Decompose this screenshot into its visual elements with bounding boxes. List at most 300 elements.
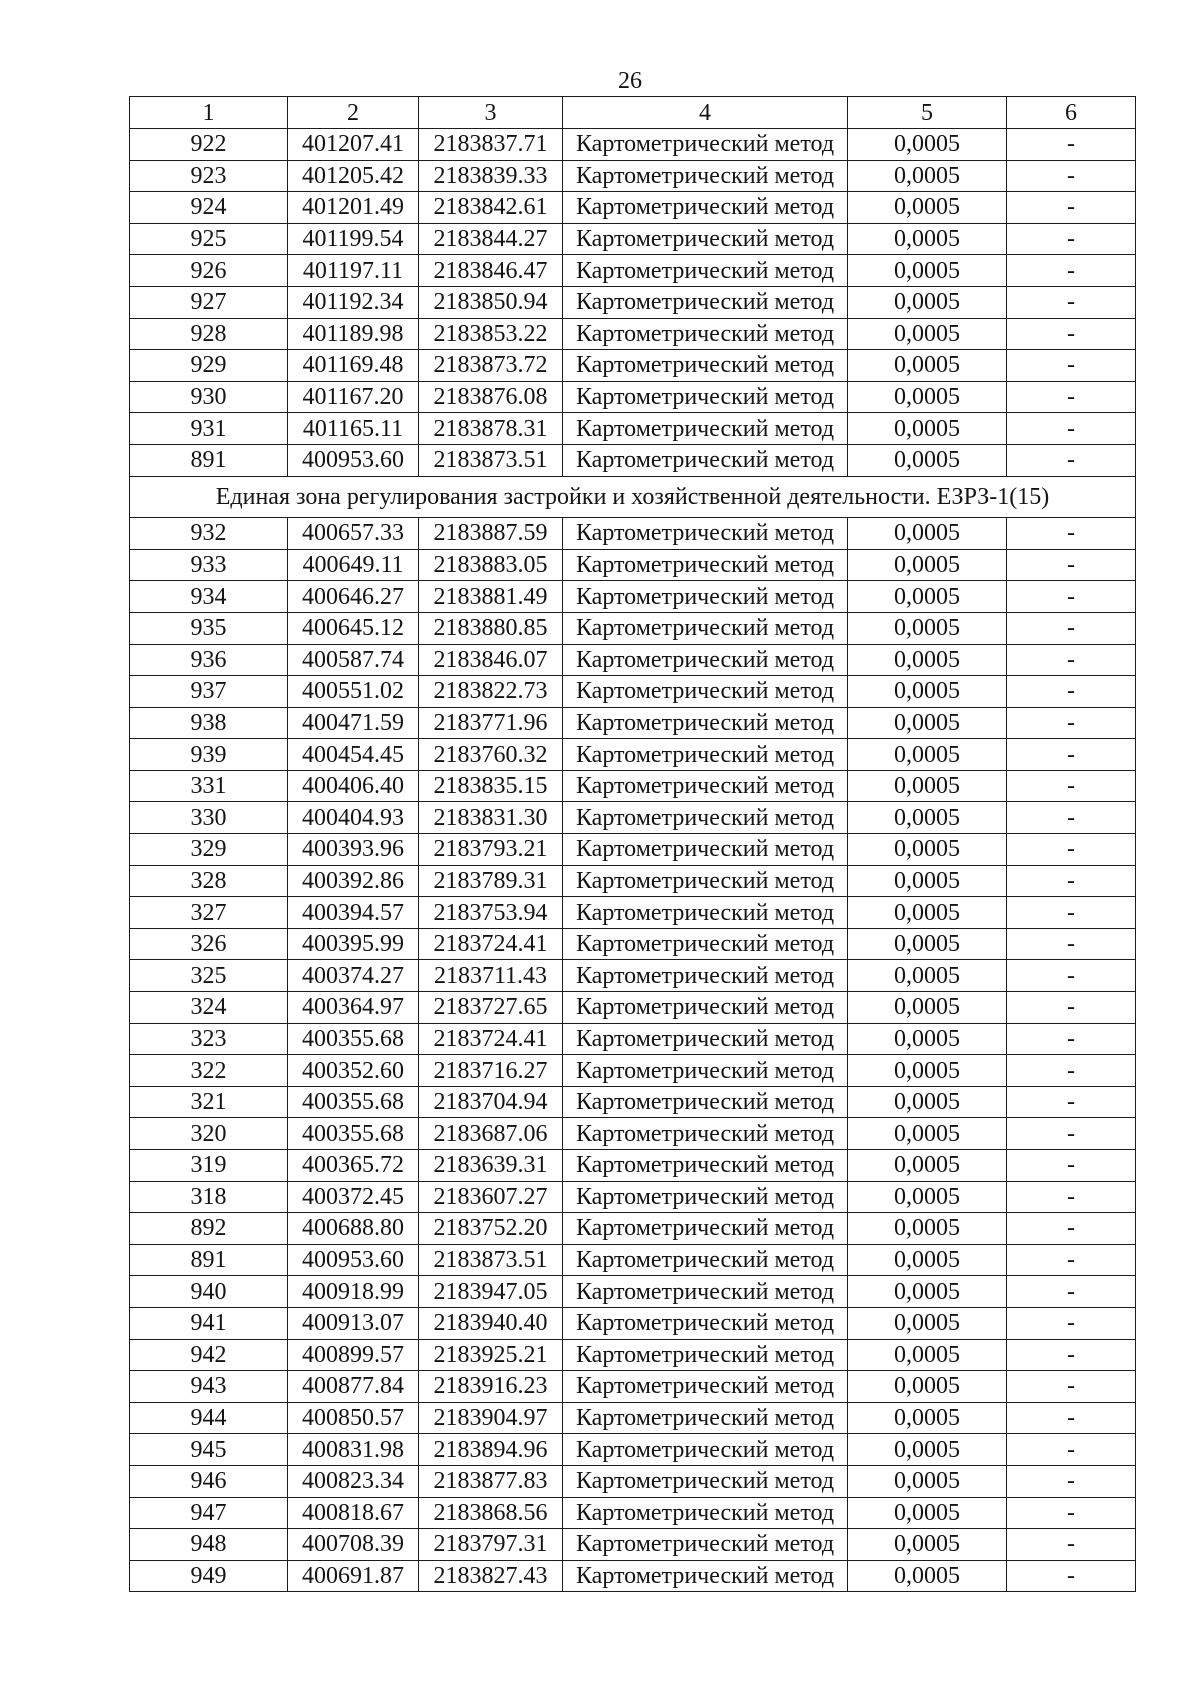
table-row [130, 1560, 1136, 1592]
note-cell: - [1007, 549, 1136, 581]
point-number-cell: 944 [130, 1402, 288, 1434]
method-cell: Картометрический метод [563, 255, 848, 287]
method-cell: Картометрический метод [563, 1244, 848, 1276]
precision-cell: 0,0005 [848, 1213, 1007, 1245]
method-cell: Картометрический метод [563, 381, 848, 413]
table-row [130, 1150, 1136, 1182]
note-cell: - [1007, 255, 1136, 287]
column-header: 2 [288, 97, 419, 129]
table-row [130, 286, 1136, 318]
table-row [130, 1023, 1136, 1055]
precision-cell: 0,0005 [848, 865, 1007, 897]
column-header: 5 [848, 97, 1007, 129]
table-row [130, 960, 1136, 992]
x-coordinate-cell: 401197.11 [288, 255, 419, 287]
x-coordinate-cell: 400953.60 [288, 1244, 419, 1276]
table-row [130, 350, 1136, 382]
note-cell: - [1007, 518, 1136, 550]
method-cell: Картометрический метод [563, 834, 848, 866]
table-row [130, 160, 1136, 192]
method-cell: Картометрический метод [563, 897, 848, 929]
table-row [130, 192, 1136, 224]
x-coordinate-cell: 401167.20 [288, 381, 419, 413]
method-cell: Картометрический метод [563, 1276, 848, 1308]
table-row [130, 676, 1136, 708]
precision-cell: 0,0005 [848, 770, 1007, 802]
method-cell: Картометрический метод [563, 1339, 848, 1371]
y-coordinate-cell: 2183904.97 [419, 1402, 563, 1434]
precision-cell: 0,0005 [848, 581, 1007, 613]
note-cell: - [1007, 960, 1136, 992]
method-cell: Картометрический метод [563, 413, 848, 445]
coordinates-table [129, 96, 1136, 1592]
method-cell: Картометрический метод [563, 1402, 848, 1434]
point-number-cell: 892 [130, 1213, 288, 1245]
x-coordinate-cell: 400823.34 [288, 1465, 419, 1497]
point-number-cell: 328 [130, 865, 288, 897]
note-cell: - [1007, 444, 1136, 476]
table-row [130, 255, 1136, 287]
method-cell: Картометрический метод [563, 1023, 848, 1055]
precision-cell: 0,0005 [848, 1150, 1007, 1182]
note-cell: - [1007, 286, 1136, 318]
table-row [130, 739, 1136, 771]
point-number-cell: 934 [130, 581, 288, 613]
note-cell: - [1007, 676, 1136, 708]
precision-cell: 0,0005 [848, 255, 1007, 287]
x-coordinate-cell: 400645.12 [288, 612, 419, 644]
point-number-cell: 925 [130, 223, 288, 255]
method-cell: Картометрический метод [563, 1118, 848, 1150]
x-coordinate-cell: 400364.97 [288, 992, 419, 1024]
point-number-cell: 927 [130, 286, 288, 318]
method-cell: Картометрический метод [563, 549, 848, 581]
y-coordinate-cell: 2183831.30 [419, 802, 563, 834]
y-coordinate-cell: 2183850.94 [419, 286, 563, 318]
method-cell: Картометрический метод [563, 1434, 848, 1466]
table-header [130, 97, 1136, 129]
y-coordinate-cell: 2183880.85 [419, 612, 563, 644]
precision-cell: 0,0005 [848, 549, 1007, 581]
precision-cell: 0,0005 [848, 928, 1007, 960]
y-coordinate-cell: 2183727.65 [419, 992, 563, 1024]
x-coordinate-cell: 400657.33 [288, 518, 419, 550]
note-cell: - [1007, 1055, 1136, 1087]
precision-cell: 0,0005 [848, 1339, 1007, 1371]
method-cell: Картометрический метод [563, 318, 848, 350]
precision-cell: 0,0005 [848, 802, 1007, 834]
method-cell: Картометрический метод [563, 676, 848, 708]
precision-cell: 0,0005 [848, 1529, 1007, 1561]
point-number-cell: 947 [130, 1497, 288, 1529]
x-coordinate-cell: 400587.74 [288, 644, 419, 676]
x-coordinate-cell: 400877.84 [288, 1371, 419, 1403]
note-cell: - [1007, 644, 1136, 676]
y-coordinate-cell: 2183827.43 [419, 1560, 563, 1592]
method-cell: Картометрический метод [563, 1560, 848, 1592]
point-number-cell: 319 [130, 1150, 288, 1182]
point-number-cell: 933 [130, 549, 288, 581]
x-coordinate-cell: 400404.93 [288, 802, 419, 834]
note-cell: - [1007, 223, 1136, 255]
precision-cell: 0,0005 [848, 612, 1007, 644]
precision-cell: 0,0005 [848, 960, 1007, 992]
x-coordinate-cell: 400953.60 [288, 444, 419, 476]
precision-cell: 0,0005 [848, 129, 1007, 161]
note-cell: - [1007, 1213, 1136, 1245]
point-number-cell: 945 [130, 1434, 288, 1466]
precision-cell: 0,0005 [848, 444, 1007, 476]
precision-cell: 0,0005 [848, 318, 1007, 350]
point-number-cell: 330 [130, 802, 288, 834]
note-cell: - [1007, 834, 1136, 866]
note-cell: - [1007, 318, 1136, 350]
table-row [130, 1529, 1136, 1561]
y-coordinate-cell: 2183846.07 [419, 644, 563, 676]
y-coordinate-cell: 2183771.96 [419, 707, 563, 739]
table-row [130, 1434, 1136, 1466]
note-cell: - [1007, 992, 1136, 1024]
note-cell: - [1007, 770, 1136, 802]
point-number-cell: 327 [130, 897, 288, 929]
y-coordinate-cell: 2183873.51 [419, 444, 563, 476]
note-cell: - [1007, 897, 1136, 929]
method-cell: Картометрический метод [563, 770, 848, 802]
method-cell: Картометрический метод [563, 739, 848, 771]
precision-cell: 0,0005 [848, 1244, 1007, 1276]
y-coordinate-cell: 2183752.20 [419, 1213, 563, 1245]
table-row [130, 1339, 1136, 1371]
precision-cell: 0,0005 [848, 1118, 1007, 1150]
method-cell: Картометрический метод [563, 802, 848, 834]
note-cell: - [1007, 928, 1136, 960]
method-cell: Картометрический метод [563, 192, 848, 224]
table-row [130, 413, 1136, 445]
precision-cell: 0,0005 [848, 381, 1007, 413]
section-title: Единая зона регулирования застройки и хозяйственной деятельности. ЕЗРЗ-1(15) [130, 476, 1136, 518]
note-cell: - [1007, 1465, 1136, 1497]
x-coordinate-cell: 401207.41 [288, 129, 419, 161]
x-coordinate-cell: 400406.40 [288, 770, 419, 802]
table-row [130, 1497, 1136, 1529]
precision-cell: 0,0005 [848, 1086, 1007, 1118]
y-coordinate-cell: 2183894.96 [419, 1434, 563, 1466]
precision-cell: 0,0005 [848, 518, 1007, 550]
point-number-cell: 940 [130, 1276, 288, 1308]
x-coordinate-cell: 400708.39 [288, 1529, 419, 1561]
table-row [130, 1276, 1136, 1308]
table-row [130, 865, 1136, 897]
y-coordinate-cell: 2183925.21 [419, 1339, 563, 1371]
y-coordinate-cell: 2183724.41 [419, 928, 563, 960]
point-number-cell: 930 [130, 381, 288, 413]
x-coordinate-cell: 400913.07 [288, 1307, 419, 1339]
x-coordinate-cell: 400454.45 [288, 739, 419, 771]
precision-cell: 0,0005 [848, 160, 1007, 192]
note-cell: - [1007, 413, 1136, 445]
y-coordinate-cell: 2183887.59 [419, 518, 563, 550]
table-row [130, 581, 1136, 613]
method-cell: Картометрический метод [563, 350, 848, 382]
table-row [130, 928, 1136, 960]
point-number-cell: 323 [130, 1023, 288, 1055]
method-cell: Картометрический метод [563, 1529, 848, 1561]
precision-cell: 0,0005 [848, 1497, 1007, 1529]
point-number-cell: 326 [130, 928, 288, 960]
x-coordinate-cell: 400471.59 [288, 707, 419, 739]
point-number-cell: 929 [130, 350, 288, 382]
y-coordinate-cell: 2183877.83 [419, 1465, 563, 1497]
y-coordinate-cell: 2183853.22 [419, 318, 563, 350]
table-row [130, 1086, 1136, 1118]
table-row [130, 318, 1136, 350]
note-cell: - [1007, 1371, 1136, 1403]
x-coordinate-cell: 400372.45 [288, 1181, 419, 1213]
method-cell: Картометрический метод [563, 1150, 848, 1182]
precision-cell: 0,0005 [848, 1181, 1007, 1213]
y-coordinate-cell: 2183704.94 [419, 1086, 563, 1118]
note-cell: - [1007, 739, 1136, 771]
point-number-cell: 935 [130, 612, 288, 644]
note-cell: - [1007, 1276, 1136, 1308]
x-coordinate-cell: 400850.57 [288, 1402, 419, 1434]
note-cell: - [1007, 1560, 1136, 1592]
note-cell: - [1007, 1118, 1136, 1150]
point-number-cell: 922 [130, 129, 288, 161]
note-cell: - [1007, 1023, 1136, 1055]
point-number-cell: 891 [130, 1244, 288, 1276]
table-row [130, 381, 1136, 413]
page-number: 26 [618, 68, 642, 94]
point-number-cell: 932 [130, 518, 288, 550]
method-cell: Картометрический метод [563, 992, 848, 1024]
y-coordinate-cell: 2183876.08 [419, 381, 563, 413]
y-coordinate-cell: 2183753.94 [419, 897, 563, 929]
note-cell: - [1007, 707, 1136, 739]
method-cell: Картометрический метод [563, 960, 848, 992]
x-coordinate-cell: 400355.68 [288, 1086, 419, 1118]
table-row [130, 1244, 1136, 1276]
precision-cell: 0,0005 [848, 1560, 1007, 1592]
point-number-cell: 931 [130, 413, 288, 445]
note-cell: - [1007, 1307, 1136, 1339]
y-coordinate-cell: 2183839.33 [419, 160, 563, 192]
table-row [130, 992, 1136, 1024]
method-cell: Картометрический метод [563, 1465, 848, 1497]
x-coordinate-cell: 400393.96 [288, 834, 419, 866]
method-cell: Картометрический метод [563, 707, 848, 739]
note-cell: - [1007, 160, 1136, 192]
precision-cell: 0,0005 [848, 1371, 1007, 1403]
note-cell: - [1007, 1086, 1136, 1118]
point-number-cell: 937 [130, 676, 288, 708]
table-row [130, 1055, 1136, 1087]
column-header: 3 [419, 97, 563, 129]
x-coordinate-cell: 401205.42 [288, 160, 419, 192]
method-cell: Картометрический метод [563, 865, 848, 897]
note-cell: - [1007, 1181, 1136, 1213]
method-cell: Картометрический метод [563, 581, 848, 613]
x-coordinate-cell: 401192.34 [288, 286, 419, 318]
x-coordinate-cell: 400899.57 [288, 1339, 419, 1371]
point-number-cell: 924 [130, 192, 288, 224]
x-coordinate-cell: 400831.98 [288, 1434, 419, 1466]
table-row [130, 518, 1136, 550]
y-coordinate-cell: 2183835.15 [419, 770, 563, 802]
precision-cell: 0,0005 [848, 223, 1007, 255]
x-coordinate-cell: 400392.86 [288, 865, 419, 897]
x-coordinate-cell: 400691.87 [288, 1560, 419, 1592]
y-coordinate-cell: 2183837.71 [419, 129, 563, 161]
note-cell: - [1007, 802, 1136, 834]
y-coordinate-cell: 2183916.23 [419, 1371, 563, 1403]
y-coordinate-cell: 2183716.27 [419, 1055, 563, 1087]
y-coordinate-cell: 2183789.31 [419, 865, 563, 897]
precision-cell: 0,0005 [848, 1023, 1007, 1055]
point-number-cell: 318 [130, 1181, 288, 1213]
y-coordinate-cell: 2183881.49 [419, 581, 563, 613]
y-coordinate-cell: 2183873.51 [419, 1244, 563, 1276]
x-coordinate-cell: 401165.11 [288, 413, 419, 445]
table-row [130, 549, 1136, 581]
precision-cell: 0,0005 [848, 286, 1007, 318]
method-cell: Картометрический метод [563, 928, 848, 960]
method-cell: Картометрический метод [563, 1181, 848, 1213]
y-coordinate-cell: 2183868.56 [419, 1497, 563, 1529]
precision-cell: 0,0005 [848, 1055, 1007, 1087]
method-cell: Картометрический метод [563, 518, 848, 550]
table-body-part1 [130, 129, 1136, 477]
table-row [130, 129, 1136, 161]
method-cell: Картометрический метод [563, 129, 848, 161]
note-cell: - [1007, 192, 1136, 224]
y-coordinate-cell: 2183793.21 [419, 834, 563, 866]
precision-cell: 0,0005 [848, 1307, 1007, 1339]
table-row [130, 802, 1136, 834]
table-row [130, 834, 1136, 866]
method-cell: Картометрический метод [563, 1213, 848, 1245]
precision-cell: 0,0005 [848, 707, 1007, 739]
precision-cell: 0,0005 [848, 644, 1007, 676]
table-row [130, 1213, 1136, 1245]
precision-cell: 0,0005 [848, 1402, 1007, 1434]
table-row [130, 707, 1136, 739]
y-coordinate-cell: 2183842.61 [419, 192, 563, 224]
x-coordinate-cell: 400918.99 [288, 1276, 419, 1308]
table-row [130, 644, 1136, 676]
x-coordinate-cell: 401189.98 [288, 318, 419, 350]
method-cell: Картометрический метод [563, 1371, 848, 1403]
point-number-cell: 926 [130, 255, 288, 287]
table-row [130, 444, 1136, 476]
note-cell: - [1007, 1529, 1136, 1561]
point-number-cell: 320 [130, 1118, 288, 1150]
y-coordinate-cell: 2183878.31 [419, 413, 563, 445]
table-row [130, 612, 1136, 644]
point-number-cell: 949 [130, 1560, 288, 1592]
precision-cell: 0,0005 [848, 834, 1007, 866]
x-coordinate-cell: 400394.57 [288, 897, 419, 929]
point-number-cell: 322 [130, 1055, 288, 1087]
table-row [130, 1181, 1136, 1213]
x-coordinate-cell: 400352.60 [288, 1055, 419, 1087]
table-row [130, 1402, 1136, 1434]
method-cell: Картометрический метод [563, 1086, 848, 1118]
table-row [130, 223, 1136, 255]
point-number-cell: 321 [130, 1086, 288, 1118]
note-cell: - [1007, 865, 1136, 897]
section-row [130, 476, 1136, 518]
y-coordinate-cell: 2183883.05 [419, 549, 563, 581]
precision-cell: 0,0005 [848, 350, 1007, 382]
table-row [130, 1118, 1136, 1150]
table-body-part2 [130, 518, 1136, 1592]
y-coordinate-cell: 2183873.72 [419, 350, 563, 382]
note-cell: - [1007, 1244, 1136, 1276]
y-coordinate-cell: 2183760.32 [419, 739, 563, 771]
y-coordinate-cell: 2183822.73 [419, 676, 563, 708]
point-number-cell: 324 [130, 992, 288, 1024]
method-cell: Картометрический метод [563, 444, 848, 476]
table-row [130, 1371, 1136, 1403]
note-cell: - [1007, 1434, 1136, 1466]
note-cell: - [1007, 581, 1136, 613]
table-row [130, 770, 1136, 802]
precision-cell: 0,0005 [848, 1465, 1007, 1497]
point-number-cell: 891 [130, 444, 288, 476]
y-coordinate-cell: 2183639.31 [419, 1150, 563, 1182]
table-row [130, 897, 1136, 929]
note-cell: - [1007, 1497, 1136, 1529]
point-number-cell: 928 [130, 318, 288, 350]
point-number-cell: 943 [130, 1371, 288, 1403]
y-coordinate-cell: 2183607.27 [419, 1181, 563, 1213]
y-coordinate-cell: 2183687.06 [419, 1118, 563, 1150]
x-coordinate-cell: 400355.68 [288, 1023, 419, 1055]
point-number-cell: 331 [130, 770, 288, 802]
point-number-cell: 325 [130, 960, 288, 992]
point-number-cell: 923 [130, 160, 288, 192]
point-number-cell: 939 [130, 739, 288, 771]
precision-cell: 0,0005 [848, 413, 1007, 445]
column-header: 1 [130, 97, 288, 129]
y-coordinate-cell: 2183724.41 [419, 1023, 563, 1055]
method-cell: Картометрический метод [563, 612, 848, 644]
precision-cell: 0,0005 [848, 1276, 1007, 1308]
method-cell: Картометрический метод [563, 1497, 848, 1529]
method-cell: Картометрический метод [563, 223, 848, 255]
method-cell: Картометрический метод [563, 644, 848, 676]
table-row [130, 1307, 1136, 1339]
y-coordinate-cell: 2183797.31 [419, 1529, 563, 1561]
point-number-cell: 946 [130, 1465, 288, 1497]
method-cell: Картометрический метод [563, 1307, 848, 1339]
method-cell: Картометрический метод [563, 1055, 848, 1087]
note-cell: - [1007, 129, 1136, 161]
point-number-cell: 938 [130, 707, 288, 739]
point-number-cell: 941 [130, 1307, 288, 1339]
x-coordinate-cell: 400688.80 [288, 1213, 419, 1245]
y-coordinate-cell: 2183844.27 [419, 223, 563, 255]
y-coordinate-cell: 2183947.05 [419, 1276, 563, 1308]
precision-cell: 0,0005 [848, 192, 1007, 224]
precision-cell: 0,0005 [848, 1434, 1007, 1466]
x-coordinate-cell: 400355.68 [288, 1118, 419, 1150]
note-cell: - [1007, 381, 1136, 413]
x-coordinate-cell: 401199.54 [288, 223, 419, 255]
point-number-cell: 936 [130, 644, 288, 676]
note-cell: - [1007, 1402, 1136, 1434]
